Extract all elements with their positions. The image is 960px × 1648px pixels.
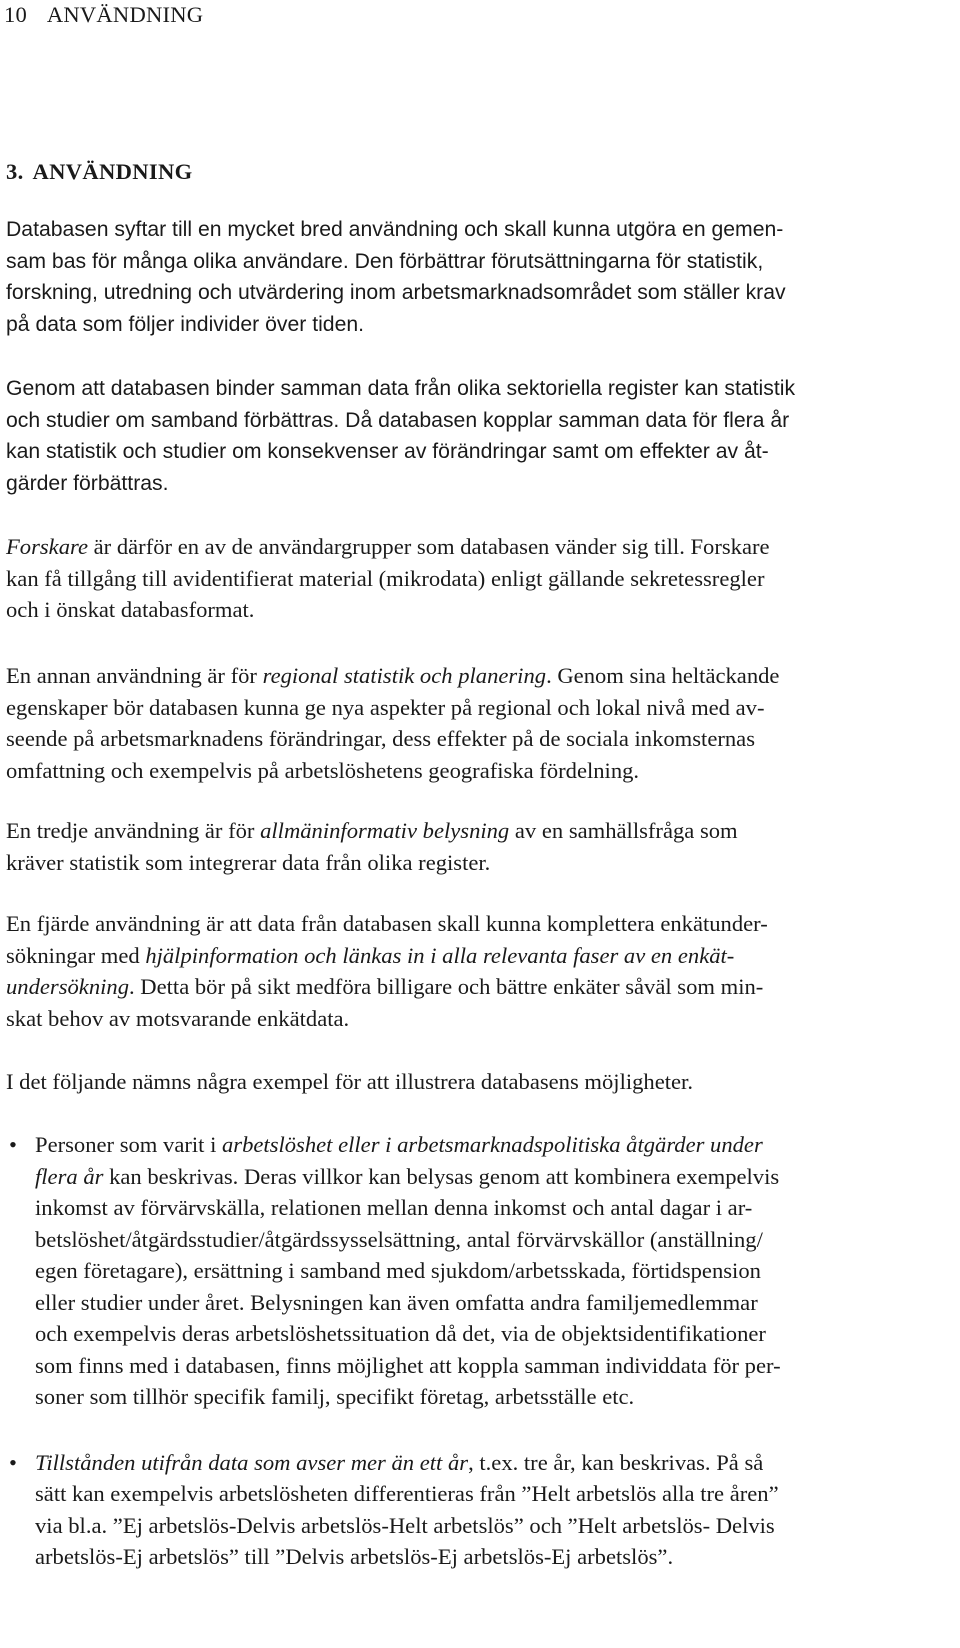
text-line: Personer som varit i [35,1132,222,1157]
text-line: och studier om samband förbättras. Då databasen kopplar samman data för flera år [6,408,790,432]
running-header-chapter: ANVÄNDNING [46,2,204,27]
paragraph-intro [6,214,924,340]
text-line: gärder förbättras. [6,471,169,495]
running-header [4,1,203,29]
text-line: på data som följer individer över tiden. [6,312,365,336]
text-line: inkomst av förvärvskälla, relationen mellan denna inkomst och antal dagar i ar- [35,1195,753,1220]
text-line: och exempelvis deras arbetslöshetssituation då det, via de objektsidentifikationer [35,1321,766,1346]
paragraph-examples-intro [6,1066,924,1098]
emphasis-text: flera år [35,1163,104,1189]
text-line: sätt kan exempelvis arbetslösheten differentieras från ”Helt arbetslös alla tre åren” [35,1481,779,1506]
text-line: kan statistik och studier om konsekvenser av förändringar samt om effekter av åt- [6,440,769,463]
emphasis-text: regional statistik och planering [262,663,547,688]
emphasis-text: Forskare [6,534,88,559]
text-line: är därför en av de användargrupper som databasen vänder sig till. Forskare [88,534,770,559]
text-line: egen företagare), ersättning i samband med sjukdom/arbetsskada, förtidspension [35,1258,761,1283]
text-line: . Detta bör på sikt medföra billigare och bättre enkäter såväl som min- [129,974,764,999]
examples-list [6,1129,924,1573]
emphasis-text: hjälpinformation och länkas in i alla relevanta faser av en enkät- [145,942,735,968]
emphasis-text: undersökning [6,974,129,999]
text-line: soner som tillhör specifik familj, specifikt företag, arbetsställe etc. [35,1384,635,1409]
text-line: kräver statistik som integrerar data från olika register. [6,849,491,875]
text-line: via bl.a. ”Ej arbetslös-Delvis arbetslös-Helt arbetslös” och ”Helt arbetslös- Delvis [35,1512,775,1538]
text-line: Genom att databasen binder samman data från olika sektoriella register kan statistik [6,377,796,400]
section-number: 3. [6,159,24,184]
text-line: kan få tillgång till avidentifierat material (mikrodata) enligt gällande sekretessregler [6,565,765,591]
section-heading [6,158,192,186]
text-line: skat behov av motsvarande enkätdata. [6,1005,350,1031]
section-title: ANVÄNDNING [32,159,193,184]
bullet-icon: • [9,1449,17,1475]
text-line: sam bas för många olika användare. Den förbättrar förutsättningarna för statistik, [6,249,764,273]
text-line: omfattning och exempelvis på arbetslöshetens geografiska fördelning. [6,757,640,783]
paragraph-regional-statistics [6,660,924,786]
emphasis-text: Tillstånden utifrån data som avser mer än ett år [35,1449,469,1475]
text-line: kan beskrivas. Deras villkor kan belysas genom att kombinera exempelvis [103,1163,780,1189]
text-line: Databasen syftar till en mycket bred användning och skall kunna utgöra en gemen- [6,218,784,241]
text-line: forskning, utredning och utvärdering inom arbetsmarknadsområdet som ställer krav [6,281,786,304]
text-line: arbetslös-Ej arbetslös” till ”Delvis arbetslös-Ej arbetslös-Ej arbetslös”. [35,1544,674,1569]
text-line: . Genom sina heltäckande [546,663,780,688]
paragraph-sectoral-registers [6,373,924,499]
list-item [6,1129,924,1413]
text-line: som finns med i databasen, finns möjlighet att koppla samman individdata för per- [35,1352,781,1378]
page-number: 10 [4,2,27,27]
paragraph-survey-complement [6,908,924,1034]
text-line: eller studier under året. Belysningen kan även omfatta andra familjemedlemmar [35,1289,758,1315]
text-line: seende på arbetsmarknadens förändringar, dess effekter på de sociala inkomsternas [6,726,755,751]
emphasis-text: arbetslöshet eller i arbetsmarknadspolitiska åtgärder under [222,1132,763,1157]
text-line: En tredje användning är för [6,818,261,843]
bullet-icon: • [9,1132,17,1157]
text-line: och i önskat databasformat. [6,597,255,622]
text-line: , t.ex. tre år, kan beskrivas. På så [468,1449,764,1475]
text-line: I det följande nämns några exempel för att illustrera databasens möjligheter. [6,1069,693,1094]
list-item [6,1447,924,1573]
text-line: En annan användning är för [6,663,263,688]
paragraph-general-information [6,815,924,878]
text-line: egenskaper bör databasen kunna ge nya aspekter på regional och lokal nivå med av- [6,694,765,720]
text-line: av en samhällsfråga som [509,818,738,843]
emphasis-text: allmäninformativ belysning [260,818,510,843]
paragraph-researchers [6,531,924,626]
text-line: sökningar med [6,942,146,968]
text-line: betslöshet/åtgärdsstudier/åtgärdssysselsättning, antal förvärvskällor (anställning/ [35,1226,763,1252]
text-line: En fjärde användning är att data från databasen skall kunna komplettera enkätunder- [6,911,768,936]
